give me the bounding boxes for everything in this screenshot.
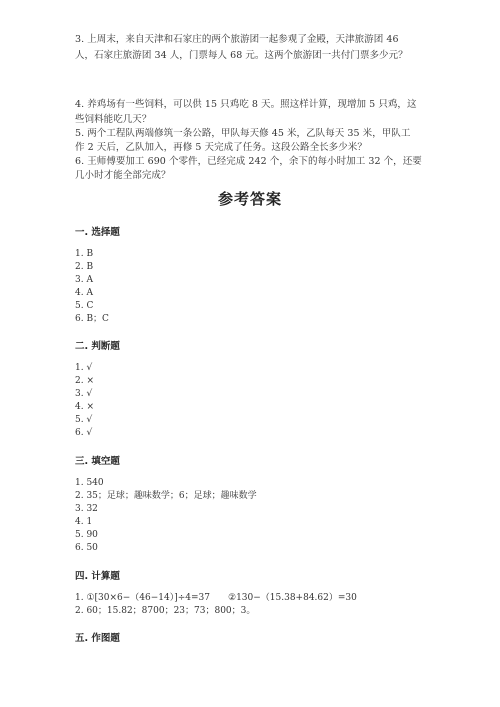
section-heading-calculation: 四. 计算题 bbox=[75, 571, 120, 582]
problem-6-line-1: 6. 王师傅要加工 690 个零件，已经完成 242 个，余下的每小时加工 32 个，还要 bbox=[75, 156, 422, 167]
answer-item: 1. ①[30×6−（46−14）]÷4=37 ②130−（15.38+84.62）=30 bbox=[75, 593, 357, 603]
answer-item: 5. 90 bbox=[75, 530, 98, 540]
section-heading-fill-blank: 三. 填空题 bbox=[75, 456, 120, 467]
answer-item: 1. 540 bbox=[75, 478, 104, 488]
answer-item: 4. 1 bbox=[75, 517, 93, 527]
problem-3-line-2: 人，石家庄旅游团 34 人，门票每人 68 元。这两个旅游团一共付门票多少元？ bbox=[75, 50, 408, 61]
section-heading-choice: 一. 选择题 bbox=[75, 227, 120, 238]
answer-item: 3. 32 bbox=[75, 504, 98, 514]
answer-item: 4. × bbox=[75, 402, 94, 412]
answer-item: 1. B bbox=[75, 249, 94, 259]
answer-item: 2. × bbox=[75, 376, 94, 386]
problem-5-line-1: 5. 两个工程队两端修筑一条公路，甲队每天修 45 米，乙队每天 35 米，甲队工 bbox=[75, 128, 411, 139]
answer-item: 4. A bbox=[75, 288, 93, 298]
problem-3-line-1: 3. 上周末，来自天津和石家庄的两个旅游团一起参观了金殿，天津旅游团 46 bbox=[75, 34, 399, 45]
answer-item: 6. B；C bbox=[75, 314, 109, 324]
problem-4-line-2: 些饲料能吃几天？ bbox=[75, 114, 152, 125]
answer-item: 3. √ bbox=[75, 389, 93, 399]
section-heading-drawing: 五. 作图题 bbox=[75, 633, 120, 644]
answer-item: 6. √ bbox=[75, 428, 93, 438]
answer-item: 5. √ bbox=[75, 415, 93, 425]
answer-item: 2. 35；足球；趣味数学；6；足球；趣味数学 bbox=[75, 491, 257, 501]
problem-6-line-2: 几小时才能全部完成？ bbox=[75, 170, 171, 181]
answer-item: 3. A bbox=[75, 275, 93, 285]
answer-item: 6. 50 bbox=[75, 543, 98, 553]
answer-item: 2. 60；15.82；8700；23；73；800；3。 bbox=[75, 606, 256, 616]
problem-4-line-1: 4. 养鸡场有一些饲料，可以供 15 只鸡吃 8 天。照这样计算，现增加 5 只鸡，这 bbox=[75, 99, 417, 110]
section-heading-judgement: 二. 判断题 bbox=[75, 341, 120, 352]
problem-5-line-2: 作 2 天后，乙队加入，再修 5 天完成了任务。这段公路全长多少米？ bbox=[75, 142, 367, 153]
answer-item: 1. √ bbox=[75, 363, 93, 373]
answer-key-title: 参考答案 bbox=[217, 190, 282, 208]
answer-item: 2. B bbox=[75, 262, 94, 272]
answer-item: 5. C bbox=[75, 301, 94, 311]
